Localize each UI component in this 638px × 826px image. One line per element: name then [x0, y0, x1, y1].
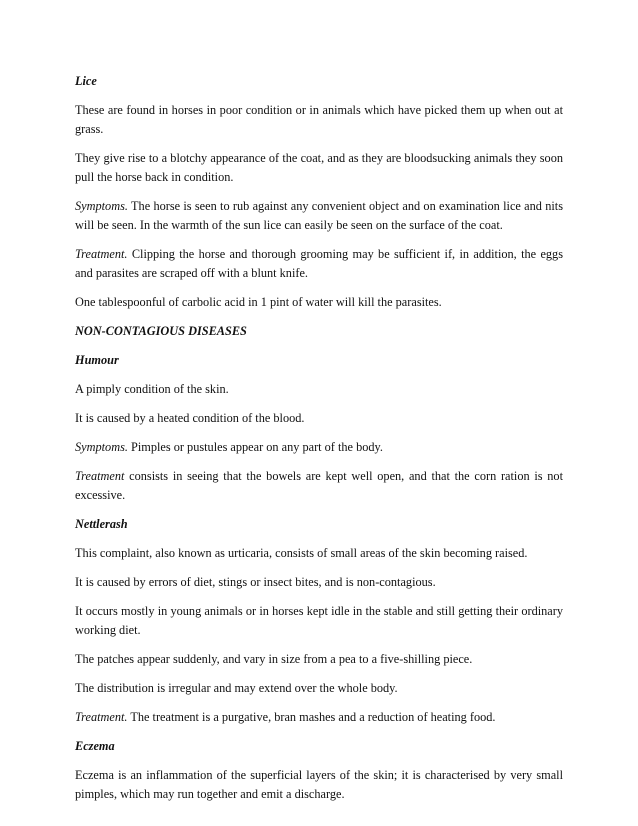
- paragraph-lead-label: Treatment.: [75, 710, 128, 724]
- paragraph-nettlerash-treatment: [75, 708, 563, 727]
- heading-eczema: Eczema: [75, 739, 115, 753]
- paragraph-eczema-intro: [75, 766, 563, 804]
- paragraph-lead-label: Symptoms.: [75, 440, 128, 454]
- paragraph-lice-symptoms: [75, 197, 563, 235]
- paragraph-humour-symptoms: [75, 438, 563, 457]
- heading-non-contagious-diseases: NON-CONTAGIOUS DISEASES: [75, 324, 247, 338]
- heading-lice: Lice: [75, 74, 97, 88]
- paragraph-humour-treatment: [75, 467, 563, 505]
- paragraph-humour-intro: [75, 380, 563, 399]
- paragraph-text: It is caused by errors of diet, stings or insect bites, and is non-contagious.: [75, 575, 436, 589]
- paragraph-nettlerash-patches: [75, 650, 563, 669]
- paragraph-text: This complaint, also known as urticaria, consists of small areas of the skin becoming raised.: [75, 546, 528, 560]
- paragraph-text: These are found in horses in poor condition or in animals which have picked them up when out at grass.: [75, 103, 563, 136]
- paragraph-text: The distribution is irregular and may extend over the whole body.: [75, 681, 398, 695]
- paragraph-lead-label: Symptoms.: [75, 199, 128, 213]
- paragraph-text: One tablespoonful of carbolic acid in 1 pint of water will kill the parasites.: [75, 295, 442, 309]
- paragraph-lice-appearance: [75, 149, 563, 187]
- paragraph-text: It is caused by a heated condition of the blood.: [75, 411, 305, 425]
- paragraph-nettlerash-cause: [75, 573, 563, 592]
- paragraph-text: Clipping the horse and thorough grooming may be sufficient if, in addition, the eggs and parasites are scraped off with a blunt knife.: [75, 247, 563, 280]
- paragraph-lice-treatment: [75, 245, 563, 283]
- paragraph-nettlerash-occurrence: [75, 602, 563, 640]
- paragraph-text: Pimples or pustules appear on any part of the body.: [127, 440, 383, 454]
- paragraph-lead-label: Treatment: [75, 469, 125, 483]
- paragraph-text: They give rise to a blotchy appearance of the coat, and as they are bloodsucking animals they soon pull the horse back in condition.: [75, 151, 563, 184]
- paragraph-lice-carbolic: [75, 293, 563, 312]
- paragraph-lead-label: Treatment.: [75, 247, 128, 261]
- paragraph-text: The treatment is a purgative, bran mashes and a reduction of heating food.: [127, 710, 496, 724]
- paragraph-humour-cause: [75, 409, 563, 428]
- paragraph-text: consists in seeing that the bowels are kept well open, and that the corn ration is not excessive.: [75, 469, 563, 502]
- paragraph-text: The horse is seen to rub against any convenient object and on examination lice and nits will be seen. In the warmth of the sun lice can easily be seen on the surface of the coat.: [75, 199, 563, 232]
- paragraph-nettlerash-intro: [75, 544, 563, 563]
- paragraph-text: The patches appear suddenly, and vary in size from a pea to a five-shilling piece.: [75, 652, 473, 666]
- heading-nettlerash: Nettlerash: [75, 517, 128, 531]
- paragraph-lice-intro: [75, 101, 563, 139]
- heading-humour: Humour: [75, 353, 119, 367]
- paragraph-nettlerash-distribution: [75, 679, 563, 698]
- document-page: [75, 72, 563, 814]
- paragraph-text: Eczema is an inflammation of the superficial layers of the skin; it is characterised by very small pimples, which may run together and emit a discharge.: [75, 768, 563, 801]
- paragraph-text: A pimply condition of the skin.: [75, 382, 229, 396]
- paragraph-text: It occurs mostly in young animals or in horses kept idle in the stable and still getting their ordinary working diet.: [75, 604, 563, 637]
